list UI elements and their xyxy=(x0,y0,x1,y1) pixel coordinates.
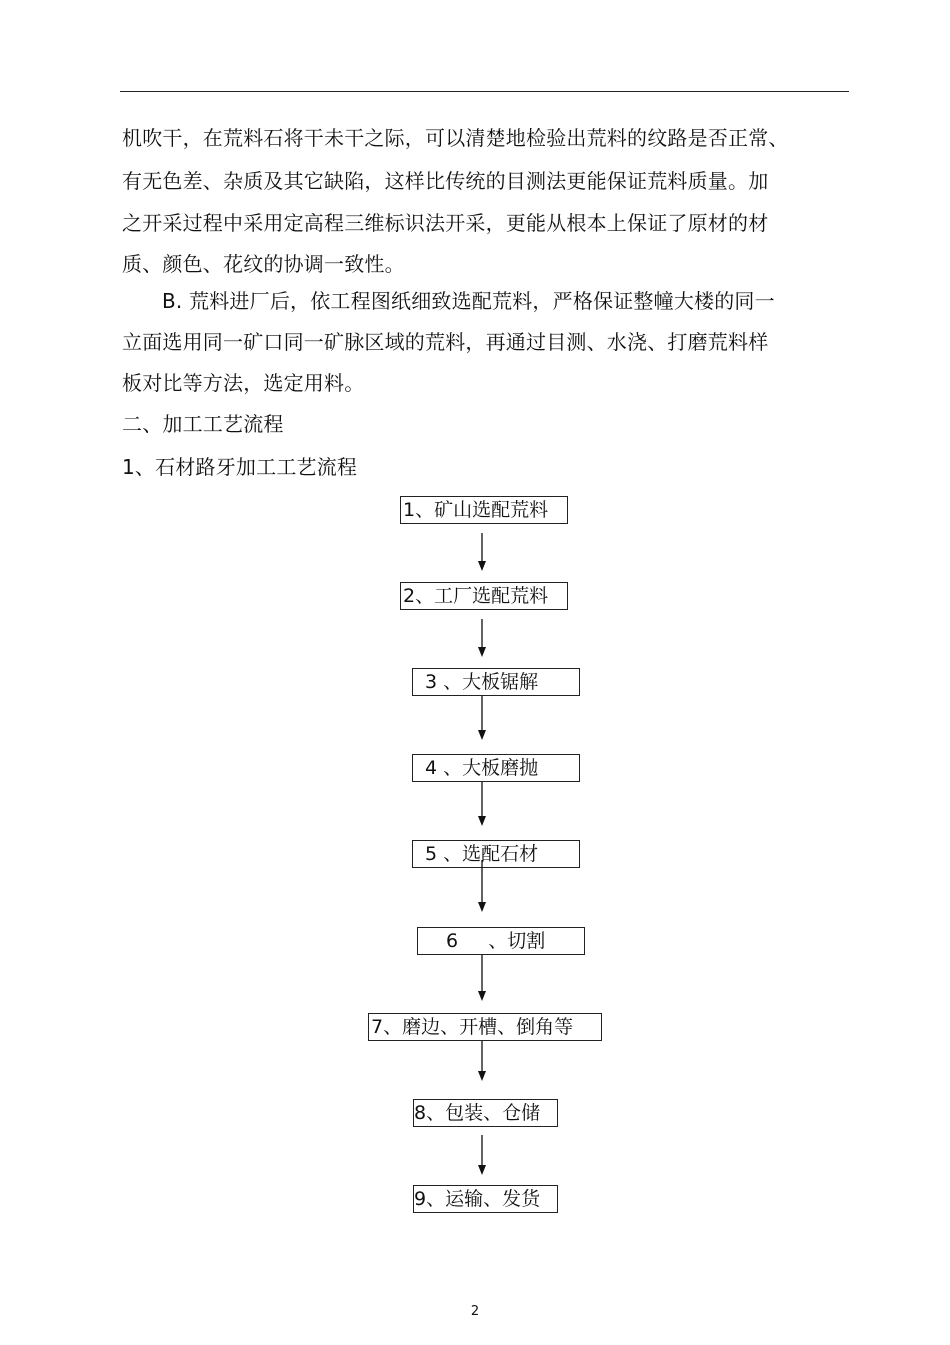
flow-step-1: 1、矿山选配荒料 xyxy=(400,496,568,524)
paragraph-line-1: 机吹干，在荒料石将干未干之际，可以清楚地检验出荒料的纹路是否正常、 xyxy=(122,126,789,150)
flow-step-5: 5 、选配石材 xyxy=(412,840,580,868)
paragraph-line-4: 质、颜色、花纹的协调一致性。 xyxy=(122,252,405,276)
paragraph-line-7: 板对比等方法，选定用料。 xyxy=(122,371,365,395)
flow-step-7: 7、磨边、开槽、倒角等 xyxy=(368,1013,602,1041)
section-heading: 二、加工工艺流程 xyxy=(122,412,284,436)
paragraph-line-5: B. 荒料进厂后，依工程图纸细致选配荒料，严格保证整幢大楼的同一 xyxy=(162,289,775,313)
flow-arrow-8 xyxy=(475,1135,489,1175)
paragraph-line-6: 立面选用同一矿口同一矿脉区域的荒料，再通过目测、水浇、打磨荒料样 xyxy=(122,330,769,354)
header-rule xyxy=(120,91,849,92)
paragraph-line-3: 之开采过程中采用定高程三维标识法开采，更能从根本上保证了原材的材 xyxy=(122,211,769,235)
flow-step-2: 2、工厂选配荒料 xyxy=(400,582,568,610)
flow-arrow-2 xyxy=(475,619,489,657)
flow-arrow-5 xyxy=(475,860,489,912)
flow-step-3: 3 、大板锯解 xyxy=(412,668,580,696)
flow-step-8: 8、包装、仓储 xyxy=(413,1099,558,1127)
flow-arrow-7 xyxy=(475,1041,489,1081)
paragraph-line-2: 有无色差、杂质及其它缺陷，这样比传统的目测法更能保证荒料质量。加 xyxy=(122,169,769,193)
flow-arrow-6 xyxy=(475,955,489,1001)
flow-arrow-4 xyxy=(475,782,489,826)
flow-step-4: 4 、大板磨抛 xyxy=(412,754,580,782)
flow-step-9: 9、运输、发货 xyxy=(413,1185,558,1213)
flow-step-6: 6 、切割 xyxy=(417,927,585,955)
flow-arrow-3 xyxy=(475,696,489,740)
subsection-heading: 1、石材路牙加工工艺流程 xyxy=(122,455,358,479)
flow-arrow-1 xyxy=(475,533,489,571)
page-number: 2 xyxy=(470,1304,480,1319)
